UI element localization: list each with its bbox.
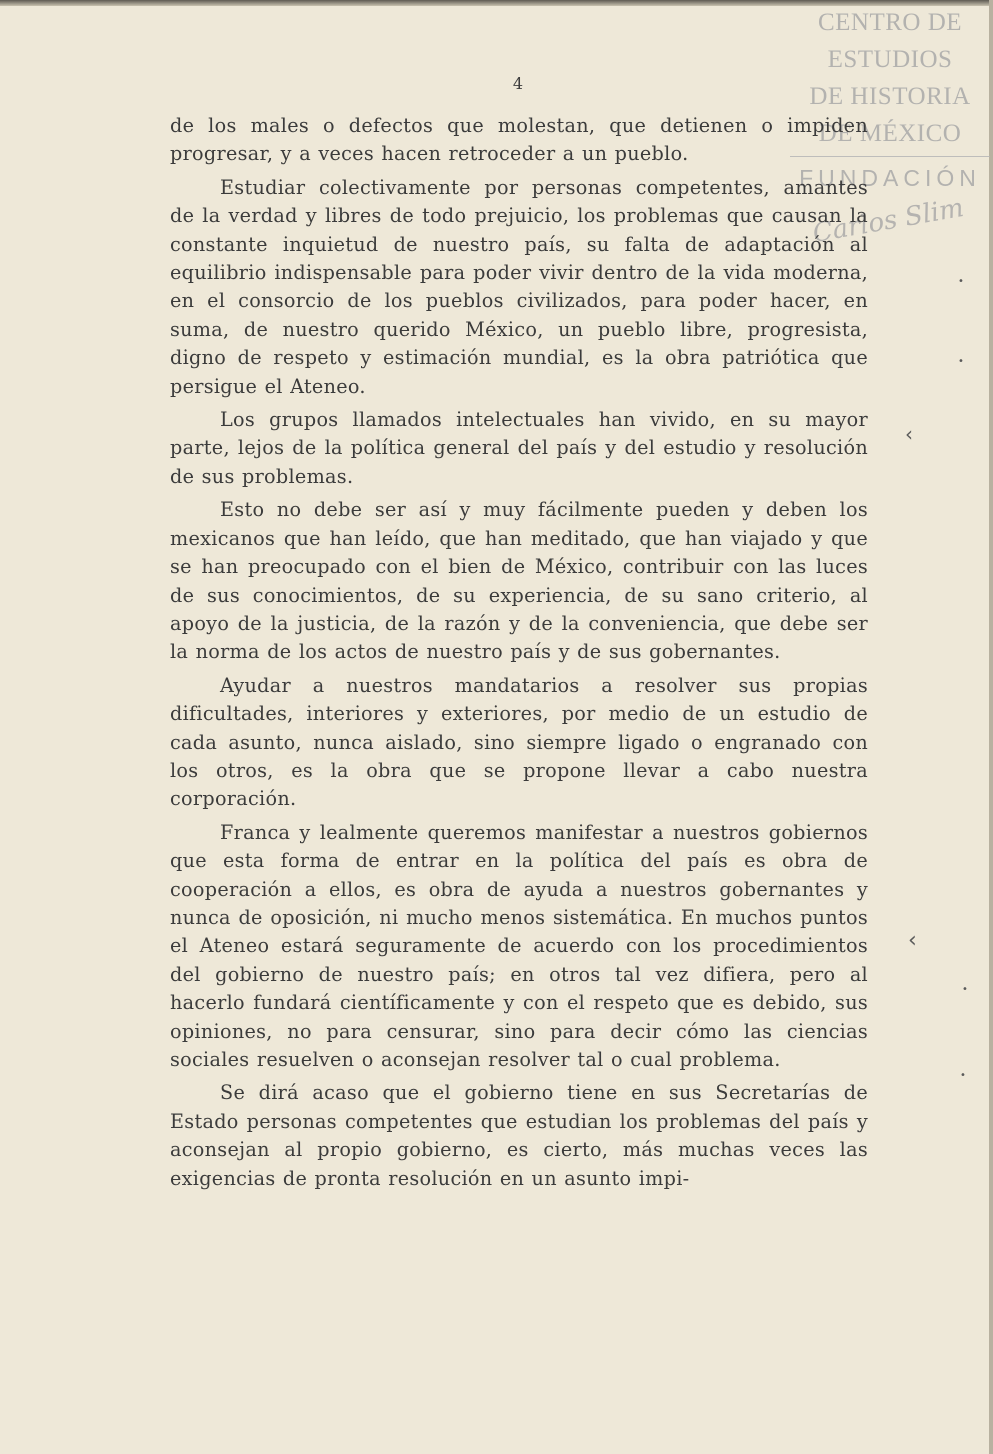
paragraph-6: Franca y lealmente queremos manifestar a nuestros gobiernos que esta forma de entrar en la política del país es obra de cooperación a ellos, es obra de ayuda a nuestros gobernantes y nunca de oposición, ni mucho menos sistemática. En muchos puntos el Ateneo estará seguramente de acuerdo con los procedimientos del gobierno de nuestro país; en otros tal vez difiera, pero al hacerlo fundará científicamente y con el respeto que es debido, sus opiniones, no para censurar, sino para decir cómo las ciencias sociales resuelven o aconsejan resolver tal o cual problema. bbox=[170, 820, 868, 1071]
body-text bbox=[170, 112, 868, 1198]
watermark-foundation: FUNDACIÓN bbox=[799, 165, 981, 191]
watermark-line-1: CENTRO DE bbox=[817, 9, 963, 36]
paragraph-5: Ayudar a nuestros mandatarios a resolver sus propias dificultades, interiores y exteriores, por medio de un estudio de cada asunto, nunca aislado, sino siempre ligado o engranado con los otros, es la obra que se propone llevar a cabo nuestra corporación. bbox=[170, 673, 868, 811]
watermark-line-3: DE HISTORIA bbox=[809, 83, 971, 110]
watermark-line-4: DE MÉXICO bbox=[818, 120, 962, 147]
margin-dot: • bbox=[962, 984, 968, 995]
margin-dot: • bbox=[958, 276, 964, 287]
margin-dot: • bbox=[958, 356, 964, 367]
paragraph-3: Los grupos llamados intelectuales han vivido, en su mayor parte, lejos de la política general del país y del estudio y resolución de sus problemas. bbox=[170, 408, 868, 488]
page-number: 4 bbox=[512, 74, 524, 93]
watermark-signature: Carlos Slim bbox=[810, 192, 966, 250]
watermark-line-2: ESTUDIOS bbox=[827, 46, 953, 73]
margin-mark: ‹ bbox=[908, 928, 917, 953]
margin-dot: • bbox=[960, 1070, 966, 1081]
paragraph-4: Esto no debe ser así y muy fácilmente pueden y deben los mexicanos que han leído, que han meditado, que han viajado y que se han preocupado con el bien de México, contribuir con las luces de sus conocimientos, de su experiencia, de su sano criterio, al apoyo de la justicia, de la razón y de la conveniencia, que debe ser la norma de los actos de nuestro país y de sus gobernantes. bbox=[170, 498, 868, 664]
page-right-edge bbox=[989, 0, 993, 1454]
paragraph-7: Se dirá acaso que el gobierno tiene en sus Secretarías de Estado personas competentes que estudian los problemas del país y aconsejan al propio gobierno, es cierto, más muchas veces las exigencias de pronta resolución en un asunto impi- bbox=[170, 1081, 868, 1190]
margin-mark: ‹ bbox=[905, 422, 913, 446]
paragraph-1: de los males o defectos que molestan, que detienen o impiden progresar, y a veces hacen retroceder a un pueblo. bbox=[170, 114, 868, 166]
paragraph-2: Estudiar colectivamente por personas competentes, amantes de la verdad y libres de todo prejuicio, los problemas que causan la constante inquietud de nuestro país, su falta de adaptación al equilibrio indispensable para poder vivir dentro de la vida moderna, en el consorcio de los pueblos civilizados, para poder hacer, en suma, de nuestro querido México, un pueblo libre, progresista, digno de respeto y estimación mundial, es la obra patriótica que persigue el Ateneo. bbox=[170, 175, 868, 398]
